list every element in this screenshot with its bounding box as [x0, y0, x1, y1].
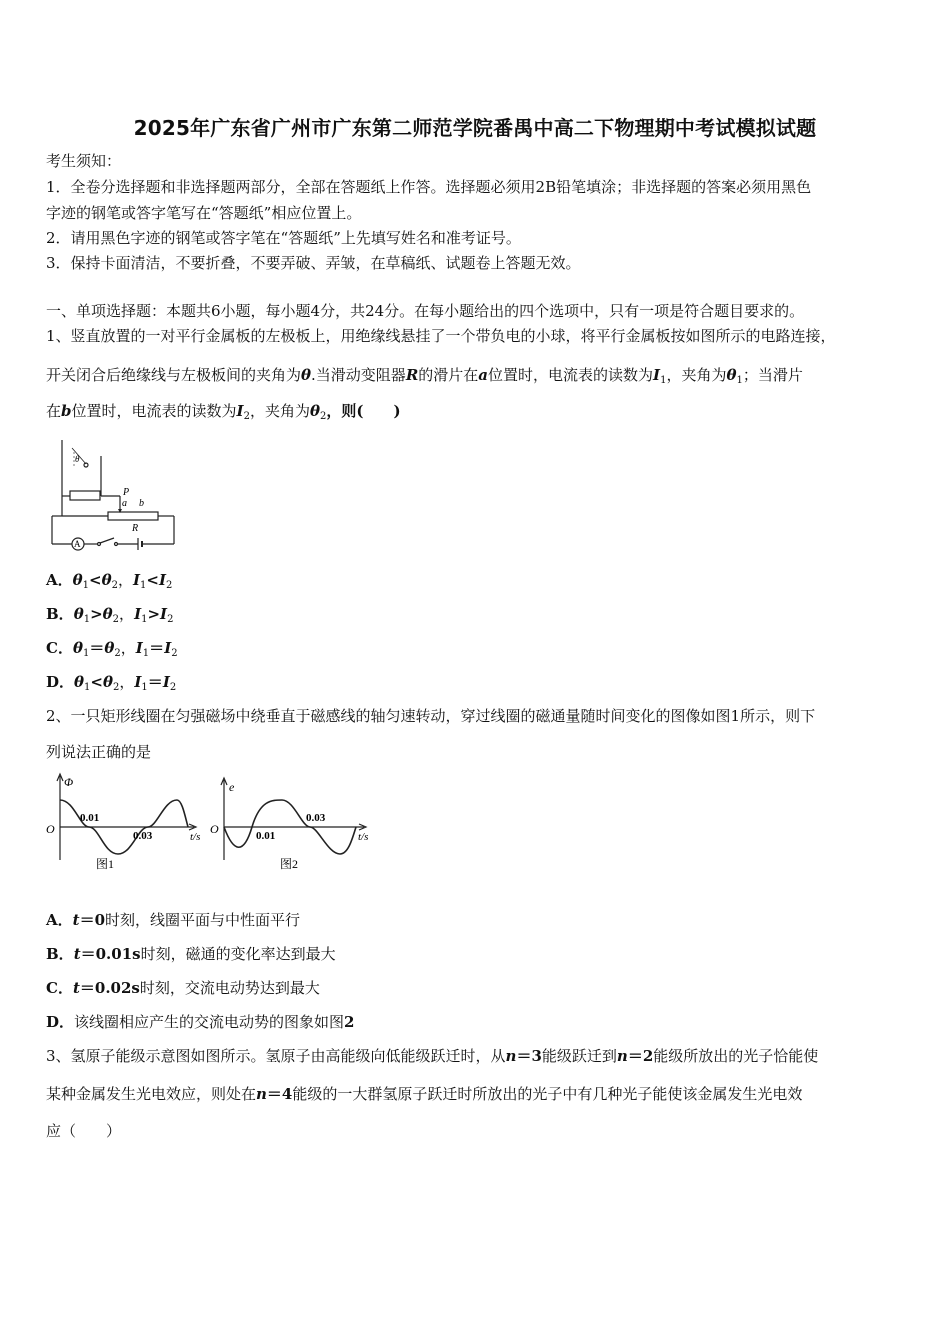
fig1-y-label: Φ: [64, 775, 74, 789]
q2-option-c: C．t＝0.02s时刻，交流电动势达到最大: [46, 979, 320, 997]
notice-heading: 考生须知：: [46, 152, 122, 170]
fig2-y-label: e: [229, 780, 235, 794]
q1-option-d: D．$\theta_1<\theta_2$，$I_1=I_2$: [46, 673, 177, 693]
fig1-tick-003: 0.03: [133, 830, 153, 842]
circuit-a-label: a: [122, 498, 127, 509]
q2-line-1: 2、一只矩形线圈在匀强磁场中绕垂直于磁感线的轴匀速转动，穿过线圈的磁通量随时间变化的图像如图1所示，则下: [46, 707, 816, 725]
q1-option-c: C．$\theta_1=\theta_2$，$I_1=I_2$: [46, 639, 178, 659]
q1-line-3: 在b位置时，电流表的读数为$I_2$，夹角为$\theta_2$，则( ): [46, 402, 401, 422]
q2-option-a: A．t＝0时刻，线圈平面与中性面平行: [46, 911, 301, 929]
flux-emf-graphs: [44, 770, 384, 874]
ammeter-icon: A: [74, 539, 81, 549]
circuit-r-label: R: [132, 523, 139, 534]
circuit-theta-label: θ: [75, 454, 80, 464]
q1-option-a: A．$\theta_1<\theta_2$，$I_1<I_2$: [46, 571, 173, 591]
fig1-caption: 图1: [96, 857, 115, 871]
fig1-tick-001: 0.01: [80, 812, 100, 824]
section-heading: 一、单项选择题：本题共6小题，每小题4分，共24分。在每小题给出的四个选项中，只有一项是符合题目要求的。: [46, 302, 805, 320]
circuit-p-label: P: [123, 487, 130, 498]
q2-option-d: D．该线圈相应产生的交流电动势的图象如图2: [46, 1013, 355, 1031]
fig2-tick-001: 0.01: [256, 830, 276, 842]
notice-item-3: 3．保持卡面清洁，不要折叠，不要弄破、弄皱，在草稿纸、试题卷上答题无效。: [46, 254, 581, 272]
fig2-origin: O: [210, 822, 219, 836]
page-title: 2025年广东省广州市广东第二师范学院番禺中高二下物理期中考试模拟试题: [133, 116, 817, 140]
circuit-b-label: b: [139, 498, 144, 509]
fig2-caption: 图2: [280, 857, 299, 871]
q3-line-2: 某种金属发生光电效应，则处在n＝4能级的一大群氢原子跃迁时所放出的光子中有几种光子能使该金属发生光电效: [46, 1085, 803, 1103]
fig1-origin: O: [46, 822, 55, 836]
fig2-tick-003: 0.03: [306, 812, 326, 824]
q2-option-b: B．t＝0.01s时刻，磁通的变化率达到最大: [46, 945, 336, 963]
fig2-x-label: t/s: [358, 831, 369, 843]
q1-line-1: 1、竖直放置的一对平行金属板的左极板上，用绝缘线悬挂了一个带负电的小球，将平行金属板按如图所示的电路连接，: [46, 327, 836, 345]
q3-line-3: 应（ ）: [46, 1122, 122, 1140]
fig1-x-label: t/s: [190, 831, 201, 843]
circuit-diagram: [44, 436, 180, 554]
notice-item-1-line-2: 字迹的钢笔或答字笔写在“答题纸”相应位置上。: [46, 204, 362, 222]
q1-line-2: 开关闭合后绝缘线与左极板间的夹角为θ.当滑动变阻器R的滑片在a位置时，电流表的读数为$I_1$，夹角为$\theta_1$；当滑片: [46, 366, 803, 386]
q3-line-1: 3、氢原子能级示意图如图所示。氢原子由高能级向低能级跃迁时，从n＝3能级跃迁到n＝2能级所放出的光子恰能使: [46, 1047, 819, 1065]
q1-option-b: B．$\theta_1>\theta_2$，$I_1>I_2$: [46, 605, 174, 625]
q2-line-2: 列说法正确的是: [46, 743, 152, 761]
notice-item-1-line-1: 1．全卷分选择题和非选择题两部分，全部在答题纸上作答。选择题必须用2B铅笔填涂；非选择题的答案必须用黑色: [46, 178, 812, 196]
notice-item-2: 2．请用黑色字迹的钢笔或答字笔在“答题纸”上先填写姓名和准考证号。: [46, 229, 521, 247]
